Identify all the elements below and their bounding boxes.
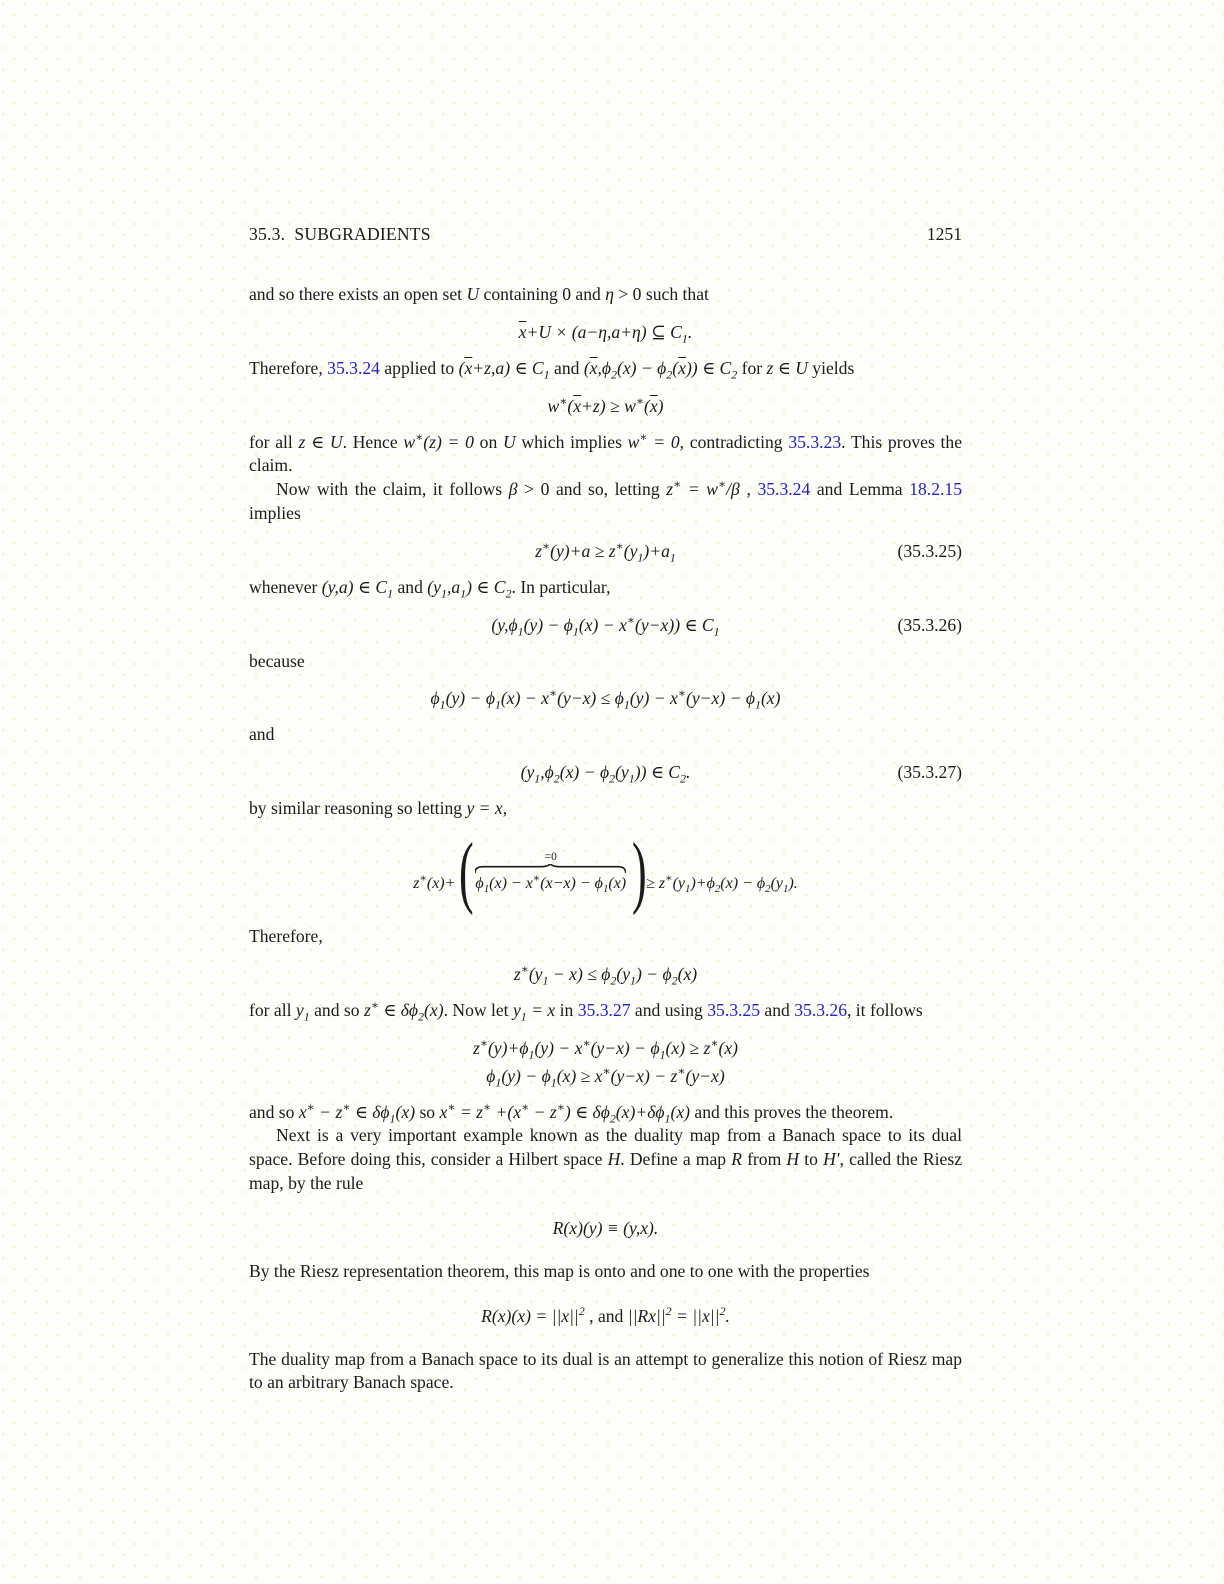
text-run: , contradicting	[679, 431, 789, 452]
text-run: and	[760, 999, 795, 1020]
math-run: $z^∗(y_1 - x) \le \phi_2(y_1) - \phi_2(x)$	[513, 961, 698, 988]
text-run: applied to	[379, 357, 459, 378]
math-run: x∗ = z∗ +(x∗ − z∗) ∈ $\delta\phi_2(x)+\delta\phi_1(x)$	[439, 1099, 690, 1126]
text-run: for all	[249, 999, 296, 1020]
math-run: $z^∗(y)+\phi_1(y) - x^∗(y-x) - \phi_1(x) \ge z^∗(x)$	[472, 1035, 739, 1062]
text-run: > 0 and so, letting	[517, 479, 667, 500]
text-run: , called the Riesz map, by the rule	[249, 1149, 963, 1193]
text-run: ,	[502, 798, 508, 819]
text-run: , it follows	[847, 999, 923, 1020]
math-run: x∗ − z∗ ∈ $\delta\phi_1(x)$	[298, 1099, 416, 1126]
math-run: U	[466, 284, 480, 304]
text-run: The duality map from a Banach space to its dual is an attempt to generalize this notion of Riesz map to an arbitrary Banach space.	[249, 1348, 962, 1393]
math-run: H′	[823, 1149, 840, 1170]
display-equation	[249, 760, 962, 784]
paragraph	[249, 797, 962, 821]
ref-link[interactable]: 35.3.26	[794, 999, 847, 1020]
equation-number: (35.3.26)	[897, 614, 962, 635]
math-run: R	[731, 1149, 742, 1170]
math-run: $(y_1,\phi_2(x) - \phi_2(y_1))$ ∈ $C_2$.	[520, 762, 691, 786]
math-run: β	[508, 479, 518, 500]
overbrace-group	[475, 851, 626, 894]
section-heading	[249, 222, 431, 246]
paragraph	[249, 478, 962, 526]
text-run: containing 0 and	[479, 284, 606, 304]
text-run: and using	[630, 999, 708, 1020]
math-run: H	[607, 1149, 621, 1170]
text-run: and this proves the theorem.	[690, 1101, 894, 1122]
math-run: y = x	[466, 798, 503, 819]
text-run: so	[415, 1101, 440, 1122]
display-equation	[249, 1064, 962, 1088]
overbrace-expression: $\phi_1(x) - x^∗(x-x) - \phi_1(x)$	[475, 872, 627, 896]
math-run: z∗ = w∗/β	[666, 477, 740, 500]
text-run: and	[393, 576, 428, 597]
text-run: . In particular,	[511, 576, 611, 597]
paragraph	[249, 576, 962, 600]
math-run: H	[786, 1149, 800, 1170]
text-run: ,	[739, 479, 758, 500]
ref-link[interactable]: 35.3.27	[577, 999, 631, 1020]
display-equation-overbrace	[249, 827, 962, 916]
display-equation	[249, 320, 962, 344]
math-run: (y,a) ∈ $C_1$	[321, 576, 394, 601]
text-run: Therefore,	[249, 925, 323, 946]
math-run: $||Rx||^2 = ||x||^2$.	[627, 1303, 730, 1326]
text-run: , and	[584, 1305, 628, 1326]
paragraph	[249, 925, 962, 949]
text-run: for	[737, 357, 767, 378]
math-run: $y_1$	[295, 999, 310, 1024]
math-run: $(\overline{x},\phi_2(x) - \phi_2(\overline{x}))$ ∈ $C_2$	[583, 357, 738, 382]
text-run: and so	[249, 1101, 299, 1122]
text-run: by similar reasoning so letting	[249, 798, 467, 819]
paragraph	[249, 1260, 962, 1284]
text-run: . Define a map	[620, 1149, 732, 1170]
math-run: w∗(z) = 0	[403, 429, 474, 452]
paragraph	[249, 723, 962, 747]
text-run: in	[555, 999, 578, 1020]
text-run: Therefore,	[249, 357, 328, 378]
math-run: $y_1 = x$	[512, 999, 556, 1024]
text-run: yields	[807, 357, 855, 378]
text-run: from	[741, 1149, 787, 1170]
math-run: $(\overline{x}+z,a)$ ∈ $C_1$	[458, 357, 550, 382]
display-equation	[249, 1216, 962, 1240]
paragraph	[249, 431, 962, 479]
text-run: and so there exists an open set	[249, 284, 467, 304]
text-run: and so	[309, 999, 364, 1020]
paragraph	[249, 1348, 962, 1396]
text-run: for all	[249, 431, 299, 452]
math-run: $(y_1,a_1)$ ∈ $C_2$	[427, 576, 512, 601]
text-run: which implies	[515, 431, 628, 452]
math-run: R(x)(y) ≡ (y,x).	[552, 1217, 659, 1238]
equation-lhs: z∗(x)+	[413, 872, 456, 892]
display-equation	[249, 539, 962, 563]
paragraph	[249, 1101, 962, 1125]
paragraph	[249, 1124, 962, 1195]
paragraph	[249, 650, 962, 674]
text-column	[249, 222, 962, 1395]
text-run: and	[249, 724, 275, 745]
text-run: on	[473, 431, 503, 452]
ref-link[interactable]: 18.2.15	[909, 479, 962, 500]
math-run: η	[605, 284, 614, 304]
math-run: $\phi_1(y) - \phi_1(x) - x^∗(y-x) \le \phi_1(y) - x^∗(y-x) - \phi_1(x)$	[430, 686, 781, 712]
overbrace-icon	[475, 864, 626, 873]
math-run: w∗ = 0	[627, 429, 680, 452]
equation-number: (35.3.27)	[897, 762, 962, 783]
section-title: SUBGRADIENTS	[294, 224, 431, 244]
math-run: $w^∗(\overline{x}+z) \ge w^∗(\overline{x})$	[547, 393, 664, 416]
text-run: . Now let	[443, 999, 513, 1020]
text-run: whenever	[249, 576, 322, 597]
running-header	[249, 222, 962, 246]
ref-link[interactable]: 35.3.24	[327, 357, 380, 378]
big-right-paren: )	[632, 827, 647, 916]
display-equation	[249, 686, 962, 710]
text-run: to	[799, 1149, 824, 1170]
text-run: because	[249, 650, 305, 671]
ref-link[interactable]: 35.3.25	[707, 999, 761, 1020]
math-run: $(y,\phi_1(y) - \phi_1(x) - x^∗(y-x))$ ∈ $C_1$	[491, 612, 720, 639]
math-run: $R(x)(x) = ||x||^2$	[481, 1303, 585, 1326]
page-number: 1251	[926, 224, 962, 244]
text-run: . Hence	[342, 431, 404, 452]
equation-number: (35.3.25)	[897, 540, 962, 561]
display-equation	[249, 962, 962, 986]
paragraph	[249, 999, 962, 1023]
paragraph	[249, 357, 962, 381]
ref-link[interactable]: 35.3.24	[757, 479, 811, 500]
display-equation	[249, 613, 962, 637]
text-run: Next is a very important example known as the duality map from a Banach space to its dual space. Before doing this, consider a Hilbert space	[249, 1125, 962, 1170]
text-run: By the Riesz representation theorem, this map is onto and one to one with the properties	[249, 1260, 870, 1281]
text-run: and Lemma	[810, 479, 910, 500]
big-left-paren: (	[459, 827, 475, 916]
display-equation	[249, 394, 962, 418]
math-run: z ∈ U	[298, 431, 343, 452]
text-run: implies	[249, 502, 301, 523]
display-equation	[249, 1036, 962, 1060]
text-run: Now with the claim, it follows	[276, 479, 509, 500]
display-equation	[249, 1304, 962, 1328]
ref-link[interactable]: 35.3.23	[788, 431, 842, 452]
section-number: 35.3.	[249, 224, 286, 244]
math-run: U	[502, 431, 516, 452]
math-run: z∗ ∈ $\delta\phi_2(x)$	[363, 997, 444, 1024]
math-run: $z^∗(y)+a \ge z^∗(y_1)+a_1$	[535, 538, 676, 565]
text-run: . This proves the claim.	[249, 431, 963, 476]
overbrace-label: =0	[544, 850, 557, 863]
math-run: $\overline{x}+U \times (a-\eta,a+\eta)$ ⊆ $C_1$.	[518, 321, 693, 346]
paragraph	[249, 283, 962, 307]
math-run: $\phi_1(y) - \phi_1(x) \ge x^∗(y-x) - z^∗(y-x)$	[486, 1063, 725, 1090]
math-run: z ∈ U	[766, 357, 808, 378]
equation-rhs: ≥ $z^∗(y_1)+\phi_2(x) - \phi_2(y_1)$.	[646, 872, 798, 896]
content	[249, 283, 962, 1395]
text-run: > 0 such that	[613, 284, 709, 304]
text-run: and	[549, 357, 584, 378]
